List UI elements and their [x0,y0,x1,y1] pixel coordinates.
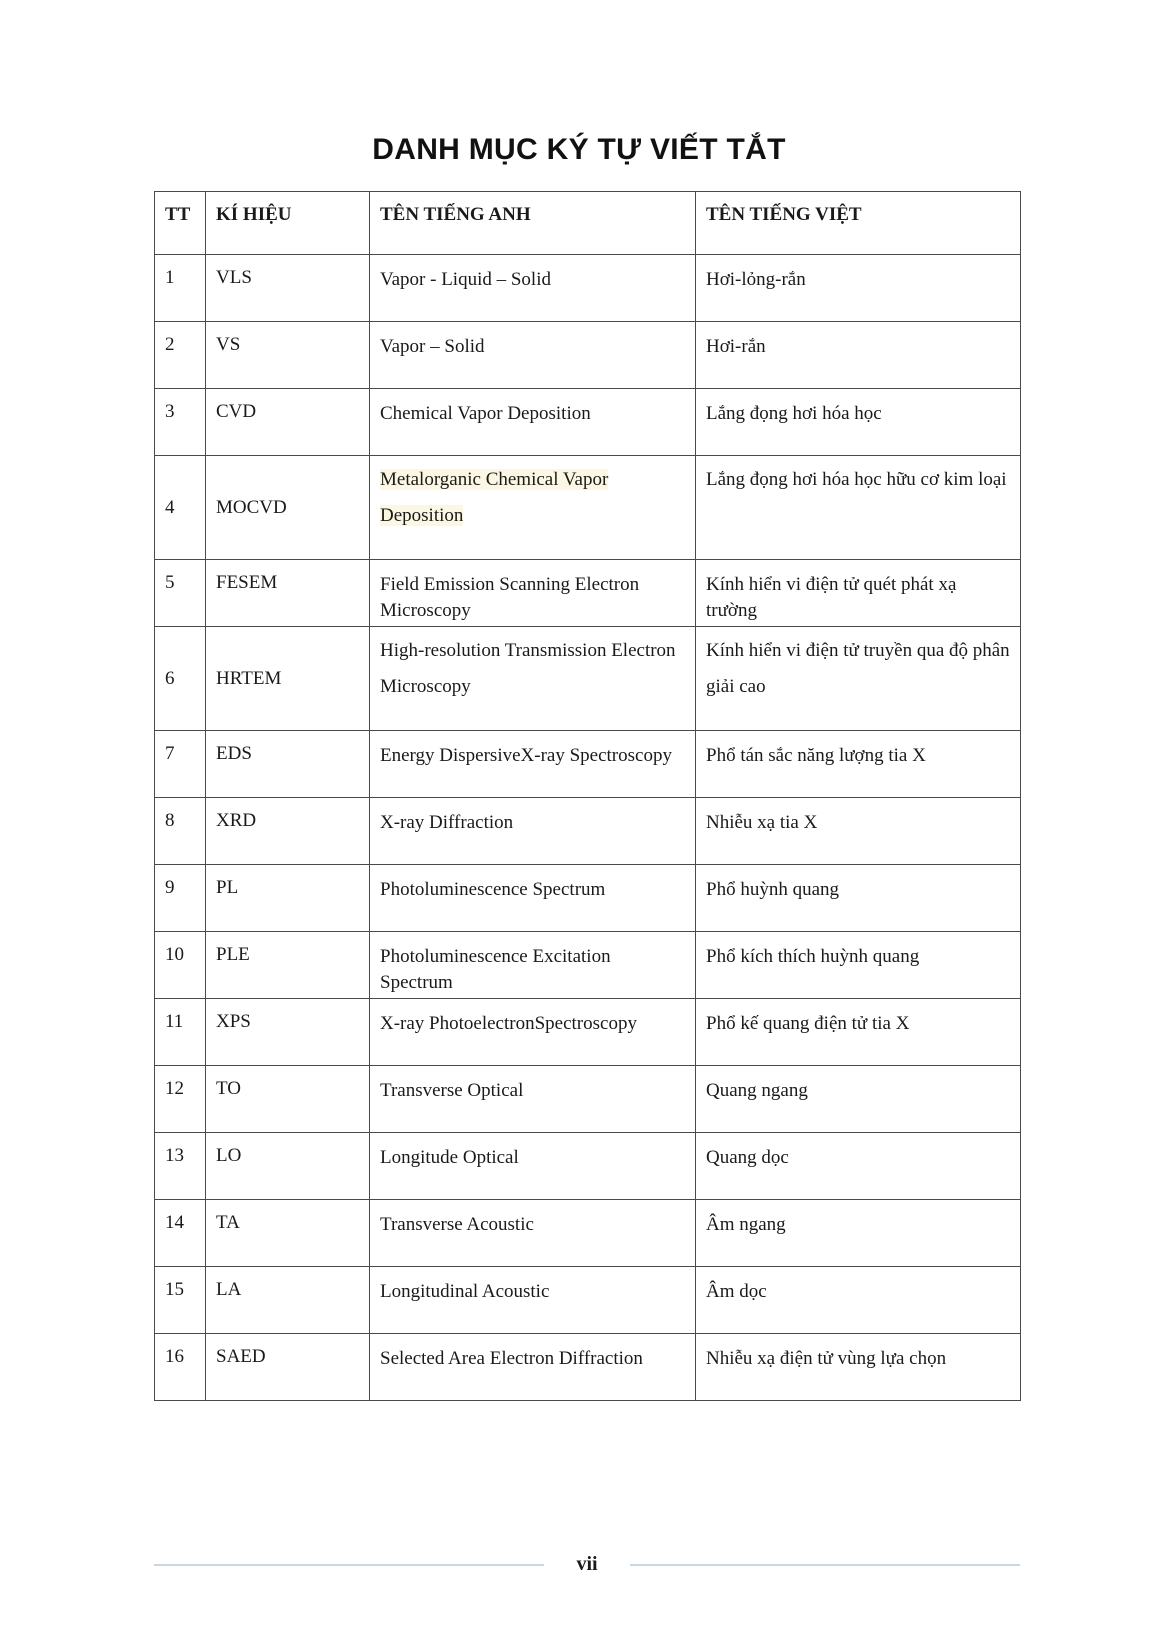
row-number: 1 [155,255,206,322]
row-english: Vapor - Liquid – Solid [370,255,696,322]
table-row [155,322,1021,389]
row-vietnamese: Kính hiển vi điện tử truyền qua độ phân giải cao [696,627,1021,731]
row-symbol: EDS [206,731,370,798]
row-english: Longitudinal Acoustic [370,1267,696,1334]
row-number: 10 [155,932,206,999]
row-english: Photoluminescence Spectrum [370,865,696,932]
row-vietnamese: Quang dọc [696,1133,1021,1200]
row-vietnamese: Phổ kích thích huỳnh quang [696,932,1021,999]
row-symbol: FESEM [206,560,370,627]
table-row [155,865,1021,932]
row-english: Vapor – Solid [370,322,696,389]
row-english: Photoluminescence Excitation Spectrum [370,932,696,999]
table-header-row [155,192,1021,255]
row-symbol: LO [206,1133,370,1200]
row-symbol: PL [206,865,370,932]
table-row [155,1200,1021,1267]
row-vietnamese: Hơi-rắn [696,322,1021,389]
row-number: 4 [155,456,206,560]
row-symbol: CVD [206,389,370,456]
row-symbol: MOCVD [206,456,370,560]
abbreviation-table [154,191,1021,1401]
row-english: Energy DispersiveX-ray Spectroscopy [370,731,696,798]
row-english: Chemical Vapor Deposition [370,389,696,456]
row-symbol: TO [206,1066,370,1133]
table-row [155,932,1021,999]
row-english: Selected Area Electron Diffraction [370,1334,696,1401]
row-vietnamese: Âm dọc [696,1267,1021,1334]
row-number: 14 [155,1200,206,1267]
row-symbol: PLE [206,932,370,999]
page-footer [154,1553,1020,1583]
row-english [370,456,696,560]
table-row [155,389,1021,456]
row-vietnamese: Phổ kế quang điện tử tia X [696,999,1021,1066]
row-symbol: TA [206,1200,370,1267]
row-number: 15 [155,1267,206,1334]
row-vietnamese: Kính hiển vi điện tử quét phát xạ trường [696,560,1021,627]
table-row [155,999,1021,1066]
row-symbol: XRD [206,798,370,865]
row-number: 6 [155,627,206,731]
row-symbol: XPS [206,999,370,1066]
row-symbol: VLS [206,255,370,322]
header-symbol: KÍ HIỆU [206,192,370,255]
row-symbol: VS [206,322,370,389]
row-english-highlighted-text: Metalorganic Chemical Vapor Deposition [380,469,609,526]
table-row [155,1334,1021,1401]
table-row [155,798,1021,865]
row-symbol: LA [206,1267,370,1334]
header-english: TÊN TIẾNG ANH [370,192,696,255]
row-number: 13 [155,1133,206,1200]
row-vietnamese: Quang ngang [696,1066,1021,1133]
row-number: 12 [155,1066,206,1133]
row-number: 8 [155,798,206,865]
table-row [155,456,1021,560]
row-number: 9 [155,865,206,932]
row-number: 16 [155,1334,206,1401]
header-tt: TT [155,192,206,255]
table-row [155,560,1021,627]
row-vietnamese: Phổ tán sắc năng lượng tia X [696,731,1021,798]
row-symbol: HRTEM [206,627,370,731]
row-symbol: SAED [206,1334,370,1401]
row-vietnamese: Lắng đọng hơi hóa học hữu cơ kim loại [696,456,1021,560]
table-row [155,1133,1021,1200]
row-english: Transverse Optical [370,1066,696,1133]
row-english: High-resolution Transmission Electron Microscopy [370,627,696,731]
row-number: 7 [155,731,206,798]
row-vietnamese: Nhiễu xạ điện tử vùng lựa chọn [696,1334,1021,1401]
row-vietnamese: Nhiễu xạ tia X [696,798,1021,865]
row-number: 11 [155,999,206,1066]
table-row [155,731,1021,798]
row-number: 2 [155,322,206,389]
table-row [155,255,1021,322]
header-vietnamese: TÊN TIẾNG VIỆT [696,192,1021,255]
footer-divider-right [630,1564,1020,1566]
table-row [155,627,1021,731]
row-english: X-ray PhotoelectronSpectroscopy [370,999,696,1066]
table-row [155,1267,1021,1334]
row-english: Transverse Acoustic [370,1200,696,1267]
row-english: Field Emission Scanning Electron Microscopy [370,560,696,627]
row-vietnamese: Hơi-lỏng-rắn [696,255,1021,322]
row-number: 5 [155,560,206,627]
page-number: vii [576,1553,598,1575]
row-english: Longitude Optical [370,1133,696,1200]
row-vietnamese: Âm ngang [696,1200,1021,1267]
row-vietnamese: Phổ huỳnh quang [696,865,1021,932]
row-english: X-ray Diffraction [370,798,696,865]
page-title: DANH MỤC KÝ TỰ VIẾT TẮT [372,133,786,166]
row-vietnamese: Lắng đọng hơi hóa học [696,389,1021,456]
table-row [155,1066,1021,1133]
row-number: 3 [155,389,206,456]
